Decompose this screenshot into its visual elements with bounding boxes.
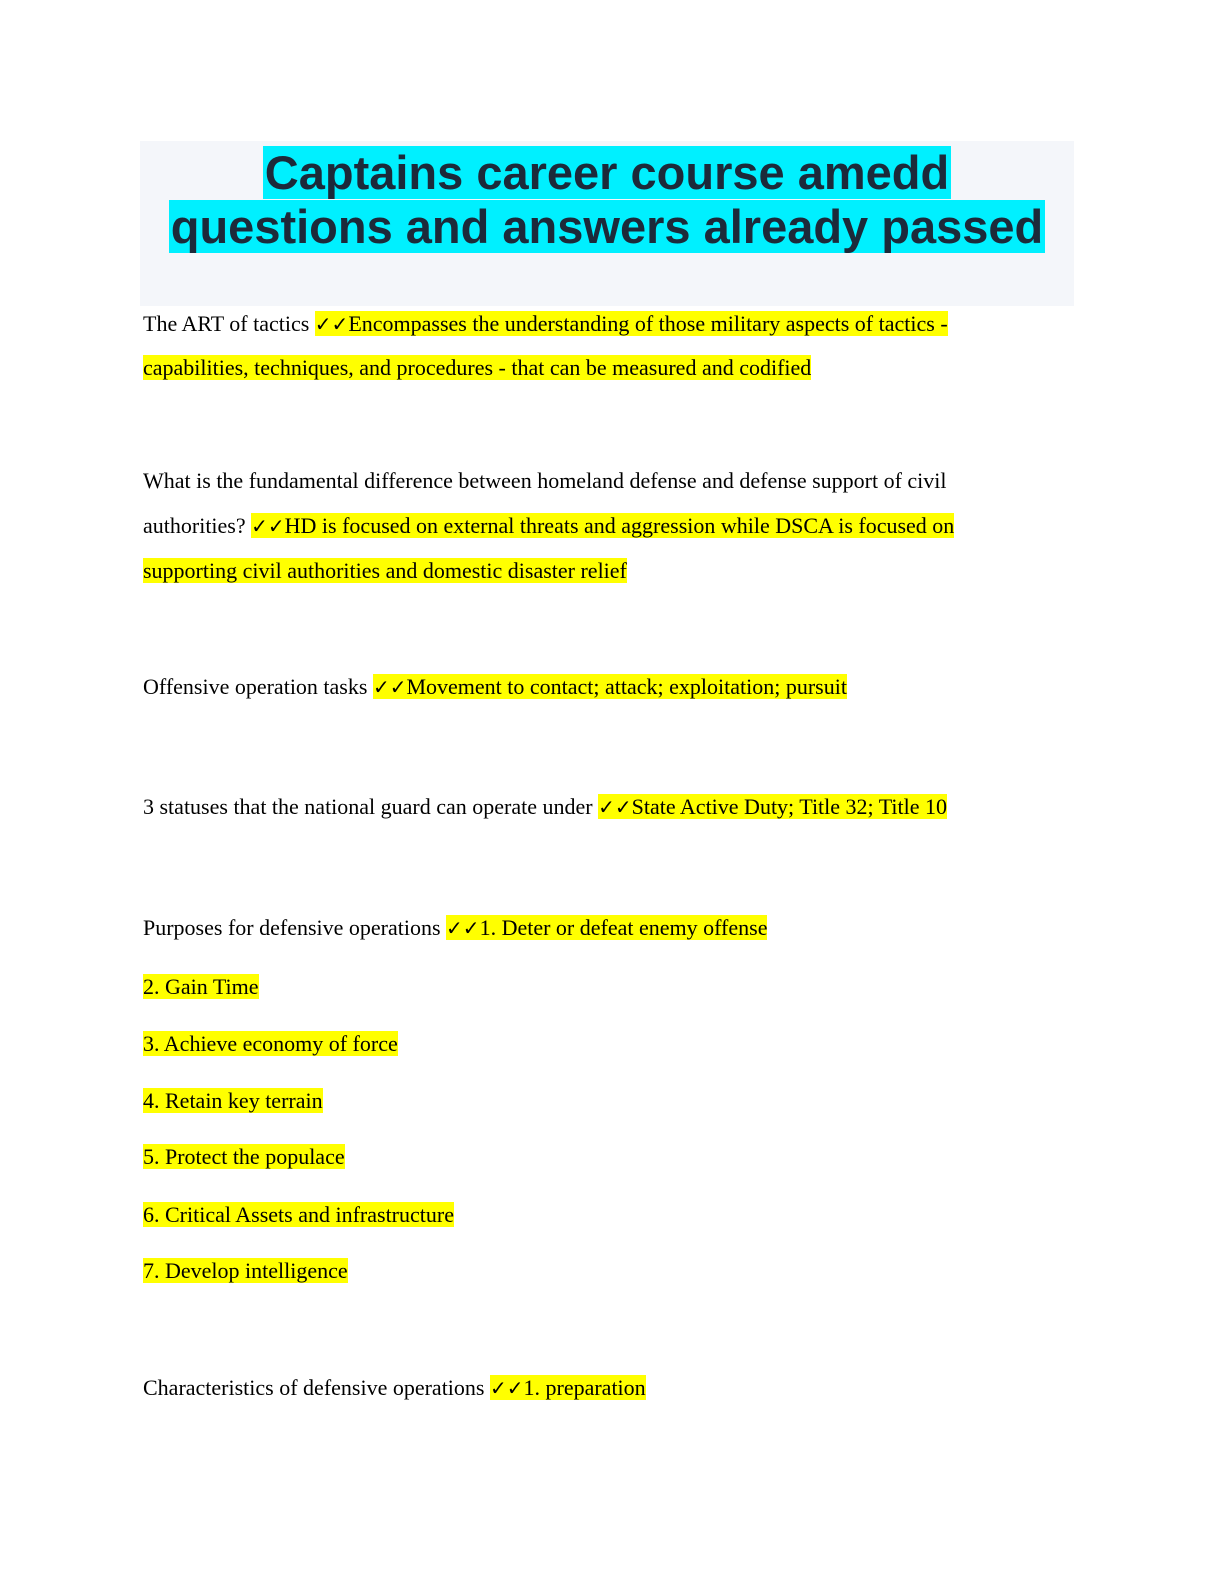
qa-hd-vs-dsca-line-1 <box>143 466 947 496</box>
list-item <box>143 1256 348 1286</box>
qa-art-of-tactics-line-2 <box>143 353 811 383</box>
double-check-icon: ✓✓ <box>598 795 632 819</box>
answer-highlight <box>446 915 767 940</box>
answer-highlight <box>251 513 954 538</box>
title-line-1: Captains career course amedd <box>264 146 950 199</box>
answer-text: Encompasses the understanding of those military aspects of tactics - <box>348 311 948 336</box>
answer-text: HD is focused on external threats and aggression while DSCA is focused on <box>284 513 955 538</box>
list-item <box>143 1200 454 1230</box>
answer-text: 2. Gain Time <box>143 974 259 999</box>
list-item <box>143 1029 398 1059</box>
answer-text: 7. Develop intelligence <box>143 1258 348 1283</box>
question-text: Characteristics of defensive operations <box>143 1375 490 1400</box>
qa-art-of-tactics-line-1 <box>143 309 948 339</box>
title-block <box>140 141 1074 306</box>
question-text: What is the fundamental difference between homeland defense and defense support of civil <box>143 468 947 493</box>
qa-national-guard-statuses <box>143 792 947 822</box>
double-check-icon: ✓✓ <box>446 916 480 940</box>
double-check-icon: ✓✓ <box>314 312 349 336</box>
answer-text: 4. Retain key terrain <box>143 1088 323 1113</box>
qa-offensive-tasks <box>143 672 847 702</box>
double-check-icon: ✓✓ <box>251 514 285 538</box>
double-check-icon: ✓✓ <box>372 675 407 699</box>
question-text: 3 statuses that the national guard can operate under <box>143 794 599 819</box>
answer-highlight <box>315 311 948 336</box>
answer-text: 6. Critical Assets and infrastructure <box>143 1202 454 1227</box>
qa-hd-vs-dsca-line-3 <box>143 556 627 586</box>
answer-text: capabilities, techniques, and procedures - that can be measured and codified <box>143 355 812 380</box>
list-item <box>143 1142 345 1172</box>
qa-defensive-purposes <box>143 913 767 943</box>
answer-highlight <box>598 794 947 819</box>
qa-hd-vs-dsca-line-2 <box>143 511 954 541</box>
answer-text: 1. preparation <box>523 1375 646 1400</box>
list-item <box>143 972 259 1002</box>
question-text: Offensive operation tasks <box>143 674 373 699</box>
answer-text: 3. Achieve economy of force <box>143 1031 398 1056</box>
question-text: The ART of tactics <box>143 311 315 336</box>
list-item <box>143 1086 323 1116</box>
title-line-2: questions and answers already passed <box>170 200 1044 253</box>
answer-text: 1. Deter or defeat enemy offense <box>479 915 768 940</box>
question-text: authorities? <box>143 513 252 538</box>
answer-text: 5. Protect the populace <box>143 1144 345 1169</box>
question-text: Purposes for defensive operations <box>143 915 447 940</box>
answer-highlight <box>373 674 847 699</box>
qa-defensive-characteristics <box>143 1373 646 1403</box>
answer-text: State Active Duty; Title 32; Title 10 <box>631 794 948 819</box>
answer-text: Movement to contact; attack; exploitation; pursuit <box>406 674 847 699</box>
answer-text: supporting civil authorities and domestic disaster relief <box>143 558 627 583</box>
answer-highlight <box>490 1375 646 1400</box>
double-check-icon: ✓✓ <box>489 1376 524 1400</box>
